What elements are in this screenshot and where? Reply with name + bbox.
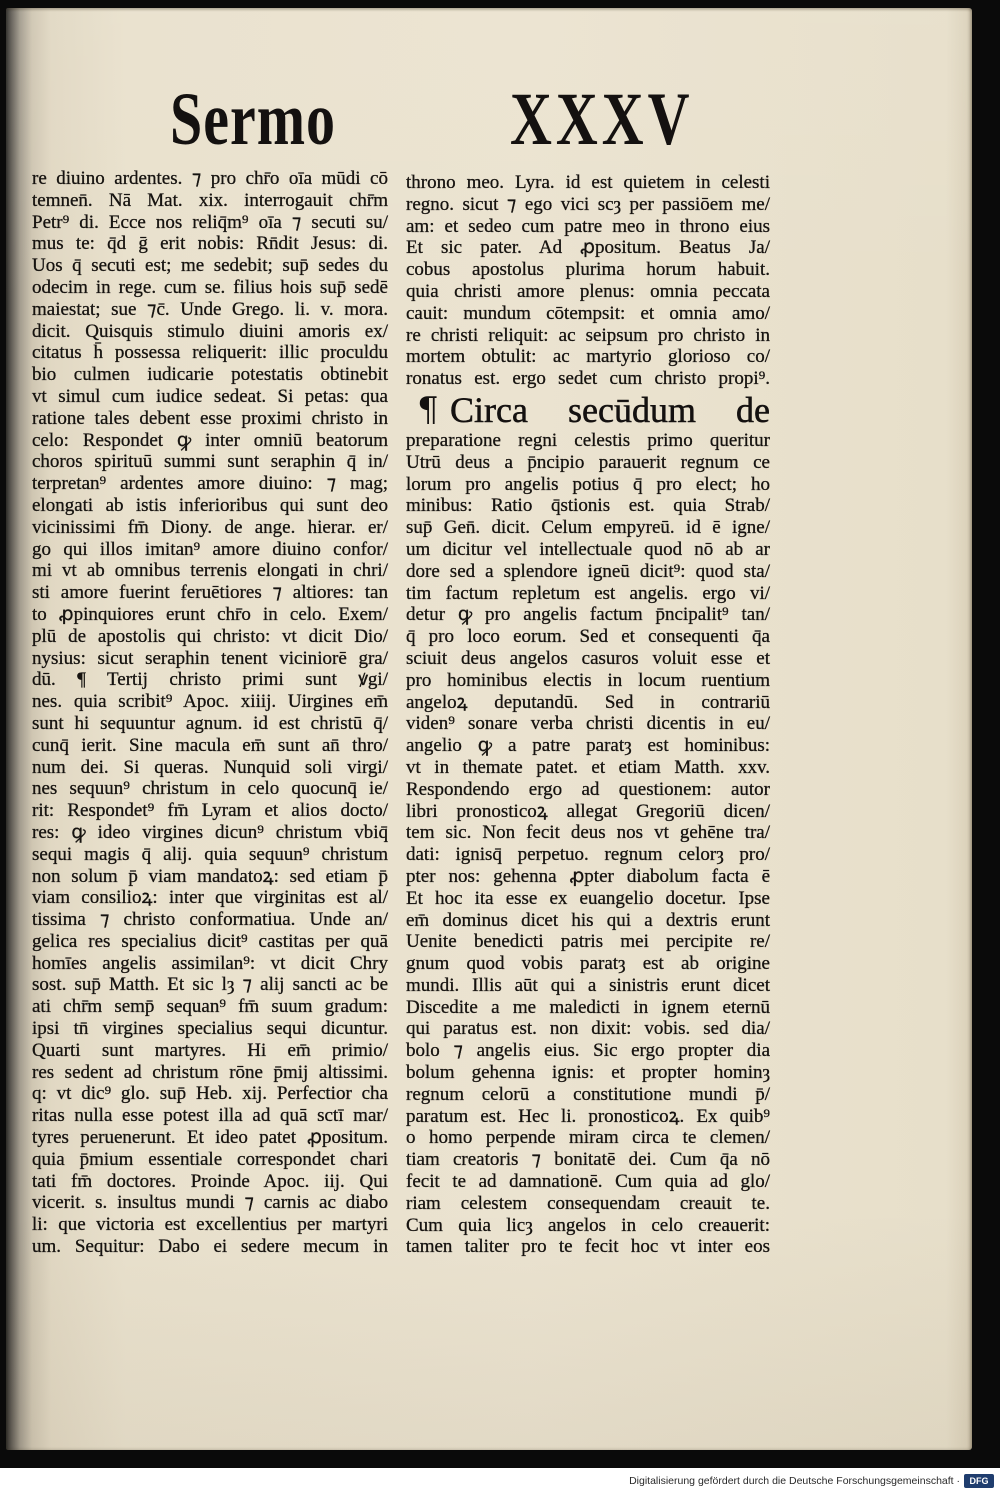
right-column-line: regno. sicut ⁊ ego vici scȝ per passiōem me/ [406, 193, 770, 215]
left-column [32, 168, 388, 1258]
right-column-line: angelio ꝙ a patre paratȝ est hominibus: [406, 735, 770, 757]
right-column-line: Respondendo ergo ad questionem: autor [406, 778, 770, 800]
right-column-line: throno meo. Lyra. id est quietem in celesti [406, 172, 770, 193]
left-column-line: sti amore fuerint feruētiores ⁊ altiores: tan [32, 582, 388, 604]
left-column-line: nes sequun⁹ christum in celo quocunq̄ ie/ [32, 778, 388, 800]
left-column-line: go qui illos imitan⁹ amore diuino confor/ [32, 538, 388, 560]
left-column-line: homīes angelis assimilan⁹: vt dicit Chry [32, 952, 388, 974]
right-column-line: cauit: mundum cōtempsit: et omnia amo/ [406, 302, 770, 324]
left-column-line: mus te: q̄d ḡ erit nobis: Rn̄dit Jesus: di. [32, 233, 388, 255]
left-column-line: gelica res specialius dicit⁹ castitas per quā [32, 930, 388, 952]
right-column-line: angeloꝝ deputandū. Sed in contrariū [406, 691, 770, 713]
right-column-line: re christi reliquit: ac seipsum pro christo in [406, 324, 770, 346]
left-column-line: to ꝓpinquiores erunt chr̄o in celo. Exem/ [32, 603, 388, 625]
left-column-line: ipsi tn̄ virgines specialius sequi dicuntur. [32, 1018, 388, 1040]
left-column-line: tyres peruenerunt. Et ideo patet ꝓpositum. [32, 1127, 388, 1149]
right-column-line: fecit te ad damnationē. Cum quia ad glo/ [406, 1171, 770, 1193]
left-column-line: ati chr̄m semp̄ sequan⁹ fm̄ suum gradum: [32, 996, 388, 1018]
digitization-credit-bar [0, 1468, 1000, 1494]
left-column-line: Petr⁹ di. Ecce nos reliq̄m⁹ oīa ⁊ secuti su/ [32, 211, 388, 233]
left-column-line: tissima ⁊ christo conformatiua. Unde an/ [32, 909, 388, 931]
left-column-line: elongati ab istis inferioribus qui sunt deo [32, 494, 388, 516]
paragraph-mark: ¶ [417, 389, 439, 430]
right-column-line: quia christi amore plenus: omnia peccata [406, 280, 770, 302]
section-heading [406, 390, 770, 430]
left-column-line: viam consilioꝝ: inter que virginitas est al/ [32, 887, 388, 909]
right-column-line: libri pronosticoꝝ allegat Gregoriū dicen/ [406, 800, 770, 822]
right-column-line: bolum gehenna ignis: et propter hominȝ [406, 1062, 770, 1084]
left-column-line: q: vt dic⁹ glo. sup̄ Heb. xij. Perfectior cha [32, 1083, 388, 1105]
left-column-line: um. Sequitur: Dabo ei sedere mecum in [32, 1236, 388, 1258]
left-column-line: tati fm̄ doctores. Proinde Apoc. iij. Qui [32, 1170, 388, 1192]
section-heading-text: Circa secūdum de [450, 389, 770, 430]
right-column-line: minibus: Ratio q̄stionis est. quia Strab/ [406, 495, 770, 517]
right-column-bottom-block [406, 430, 770, 1258]
left-column-line: dicit. Quisquis stimulo diuini amoris ex/ [32, 320, 388, 342]
right-column-line: mundi. Illis aūt qui a sinistris erunt dicet [406, 974, 770, 996]
right-column-top-block [406, 172, 770, 390]
right-column-line: Uenite benedicti patris mei percipite re/ [406, 931, 770, 953]
right-column-line: vt in themate patet. et etiam Matth. xxv. [406, 756, 770, 778]
left-column-line: sequi magis q̄ alij. quia sequun⁹ christum [32, 843, 388, 865]
right-column-line: Et sic pater. Ad ꝓpositum. Beatus Ja/ [406, 237, 770, 259]
right-column-line: mortem obtulit: ac martyrio glorioso co/ [406, 346, 770, 368]
left-column-line: dū. ¶ Tertij christo primi sunt ꝟgi/ [32, 669, 388, 691]
right-column-line: viden⁹ sonare verba christi dicentis in eu/ [406, 713, 770, 735]
left-column-line: plū de apostolis qui christo: vt dicit Dio/ [32, 625, 388, 647]
right-column-line: sciuit deus angelos casuros voluit esse et [406, 647, 770, 669]
left-column-line: sost. sup̄ Matth. Et sic lȝ ⁊ alij sancti ac be [32, 974, 388, 996]
left-column-line: choros spirituū summi sunt seraphin q̄ in/ [32, 451, 388, 473]
left-column-line: bio culmen iudicarie potestatis obtinebit [32, 364, 388, 386]
right-column-line: lorum pro angelis potius q̄ pro elect; ho [406, 473, 770, 495]
left-column-line: res sedent ad christum rōne p̄mij altissimi. [32, 1061, 388, 1083]
left-column-line: maiestat; sue ⁊c̄. Unde Grego. li. v. mora. [32, 298, 388, 320]
right-column-line: o homo perpende miram circa te clemen/ [406, 1127, 770, 1149]
right-column-line: paratum est. Hec li. pronosticoꝝ. Ex quib⁹ [406, 1105, 770, 1127]
right-column-line: am: et sedeo cum patre meo in throno eius [406, 215, 770, 237]
left-column-line: terpretan⁹ ardentes amore diuino: ⁊ mag; [32, 473, 388, 495]
funding-credit: Digitalisierung gefördert durch die Deutsche Forschungsgemeinschaft · [629, 1475, 960, 1487]
left-column-line: vicinissimi fm̄ Diony. de ange. hierar. er/ [32, 516, 388, 538]
left-column-line: vt simul cum iudice sedeat. Si petas: qua [32, 385, 388, 407]
right-column-line: Discedite a me maledicti in ignem eternū [406, 996, 770, 1018]
left-column-line: rit: Respondet⁹ fm̄ Lyram et alios docto/ [32, 800, 388, 822]
left-column-line: Uos q̄ secuti est; me sedebit; sup̄ sedes du [32, 255, 388, 277]
right-column-line: regnum celorū a constitutione mundi p̄/ [406, 1083, 770, 1105]
left-column-line: quia p̄mium essentiale correspondet chari [32, 1148, 388, 1170]
right-column-line: tem sic. Non fecit deus nos vt gehēne tra/ [406, 822, 770, 844]
right-column-line: pro hominibus electis in locum ruentium [406, 669, 770, 691]
left-column-line: odecim in rege. cum se. filius hois sup̄ sedē [32, 276, 388, 298]
right-column-line: q̄ pro loco eorum. Sed et consequenti q̄a [406, 626, 770, 648]
right-column-line: riam celestem consequendam creauit te. [406, 1192, 770, 1214]
left-column-line: ritas nulla esse potest illa ad quā sctī mar/ [32, 1105, 388, 1127]
right-column-line: preparatione regni celestis primo queritur [406, 429, 770, 451]
left-column-line: citatus h̄ possessa reliquerit: illic proculdu [32, 342, 388, 364]
right-column-line: dati: ignisq̄ perpetuo. regnum celorȝ pro/ [406, 844, 770, 866]
left-column-line: re diuino ardentes. ⁊ pro chr̄o oīa mūdi cō [32, 168, 388, 189]
left-column-line: vicerit. s. insultus mundi ⁊ carnis ac diabo [32, 1192, 388, 1214]
right-column-line: cobus apostolus plurima horum habuit. [406, 259, 770, 281]
book-page [6, 8, 972, 1450]
right-column-line: detur ꝙ pro angelis factum p̄ncipalit⁹ tan/ [406, 604, 770, 626]
right-column-line: sup̄ Gen̄. dicit. Celum empyreū. id ē igne/ [406, 517, 770, 539]
left-column-line: cunq̄ ierit. Sine macula em̄ sunt an̄ thro/ [32, 734, 388, 756]
left-column-line: li: que victoria est excellentius per martyri [32, 1214, 388, 1236]
right-column-line: tiam creatoris ⁊ bonitatē dei. Cum q̄a nō [406, 1149, 770, 1171]
running-head-title: Sermo [170, 76, 337, 161]
left-column-line: celo: Respondet ꝙ inter omniū beatorum [32, 429, 388, 451]
left-column-line: sunt hi sequuntur agnum. id est christū q̄/ [32, 712, 388, 734]
folio-number: XXXV [510, 76, 694, 161]
left-column-line: nysius: sicut seraphin tenent viciniorē gra/ [32, 647, 388, 669]
right-column-line: ronatus est. ergo sedet cum christo propi⁹. [406, 368, 770, 390]
right-column-line: pter nos: gehenna ꝓpter diabolum facta ē [406, 865, 770, 887]
right-column-line: tamen taliter pro te fecit hoc vt inter eos [406, 1236, 770, 1258]
left-column-line: num dei. Si queras. Nunquid soli virgi/ [32, 756, 388, 778]
right-column-line: tim factum repletum est angelis. ergo vi/ [406, 582, 770, 604]
right-column-line: gnum quod vobis paratȝ est ab origine [406, 953, 770, 975]
right-column-line: bolo ⁊ angelis eius. Sic ergo propter dia [406, 1040, 770, 1062]
left-column-line: mi vt ab omnibus terrenis elongati in chri/ [32, 560, 388, 582]
left-column-line: ratione tales debent esse proximi christo in [32, 407, 388, 429]
left-column-line: Quarti sunt martyres. Hi em̄ primio/ [32, 1039, 388, 1061]
running-head [6, 8, 972, 168]
left-column-line: res: ꝙ ideo virgines dicun⁹ christum vbiq̄ [32, 821, 388, 843]
left-column-line: non solum p̄ viam mandatoꝝ: sed etiam p̄ [32, 865, 388, 887]
right-column-line: qui paratus est. non dixit: vobis. sed dia/ [406, 1018, 770, 1040]
right-column-line: um dicitur vel intellectuale quod nō ab ar [406, 538, 770, 560]
right-column [406, 172, 770, 1258]
right-column-line: Et hoc ita esse ex euangelio docetur. Ipse [406, 887, 770, 909]
right-column-line: Cum quia licȝ angelos in celo creauerit: [406, 1214, 770, 1236]
right-column-line: dore sed a splendore igneū dicit⁹: quod sta/ [406, 560, 770, 582]
right-column-line: Utrū deus a p̄ncipio parauerit regnum ce [406, 451, 770, 473]
dfg-logo: DFG [964, 1474, 994, 1488]
left-column-line: temnen̄. Nā Mat. xix. interrogauit chr̄m [32, 189, 388, 211]
right-column-line: em̄ dominus dicet his qui a dextris erunt [406, 909, 770, 931]
left-column-line: nes. quia scribit⁹ Apoc. xiiij. Uirgines em̄ [32, 691, 388, 713]
